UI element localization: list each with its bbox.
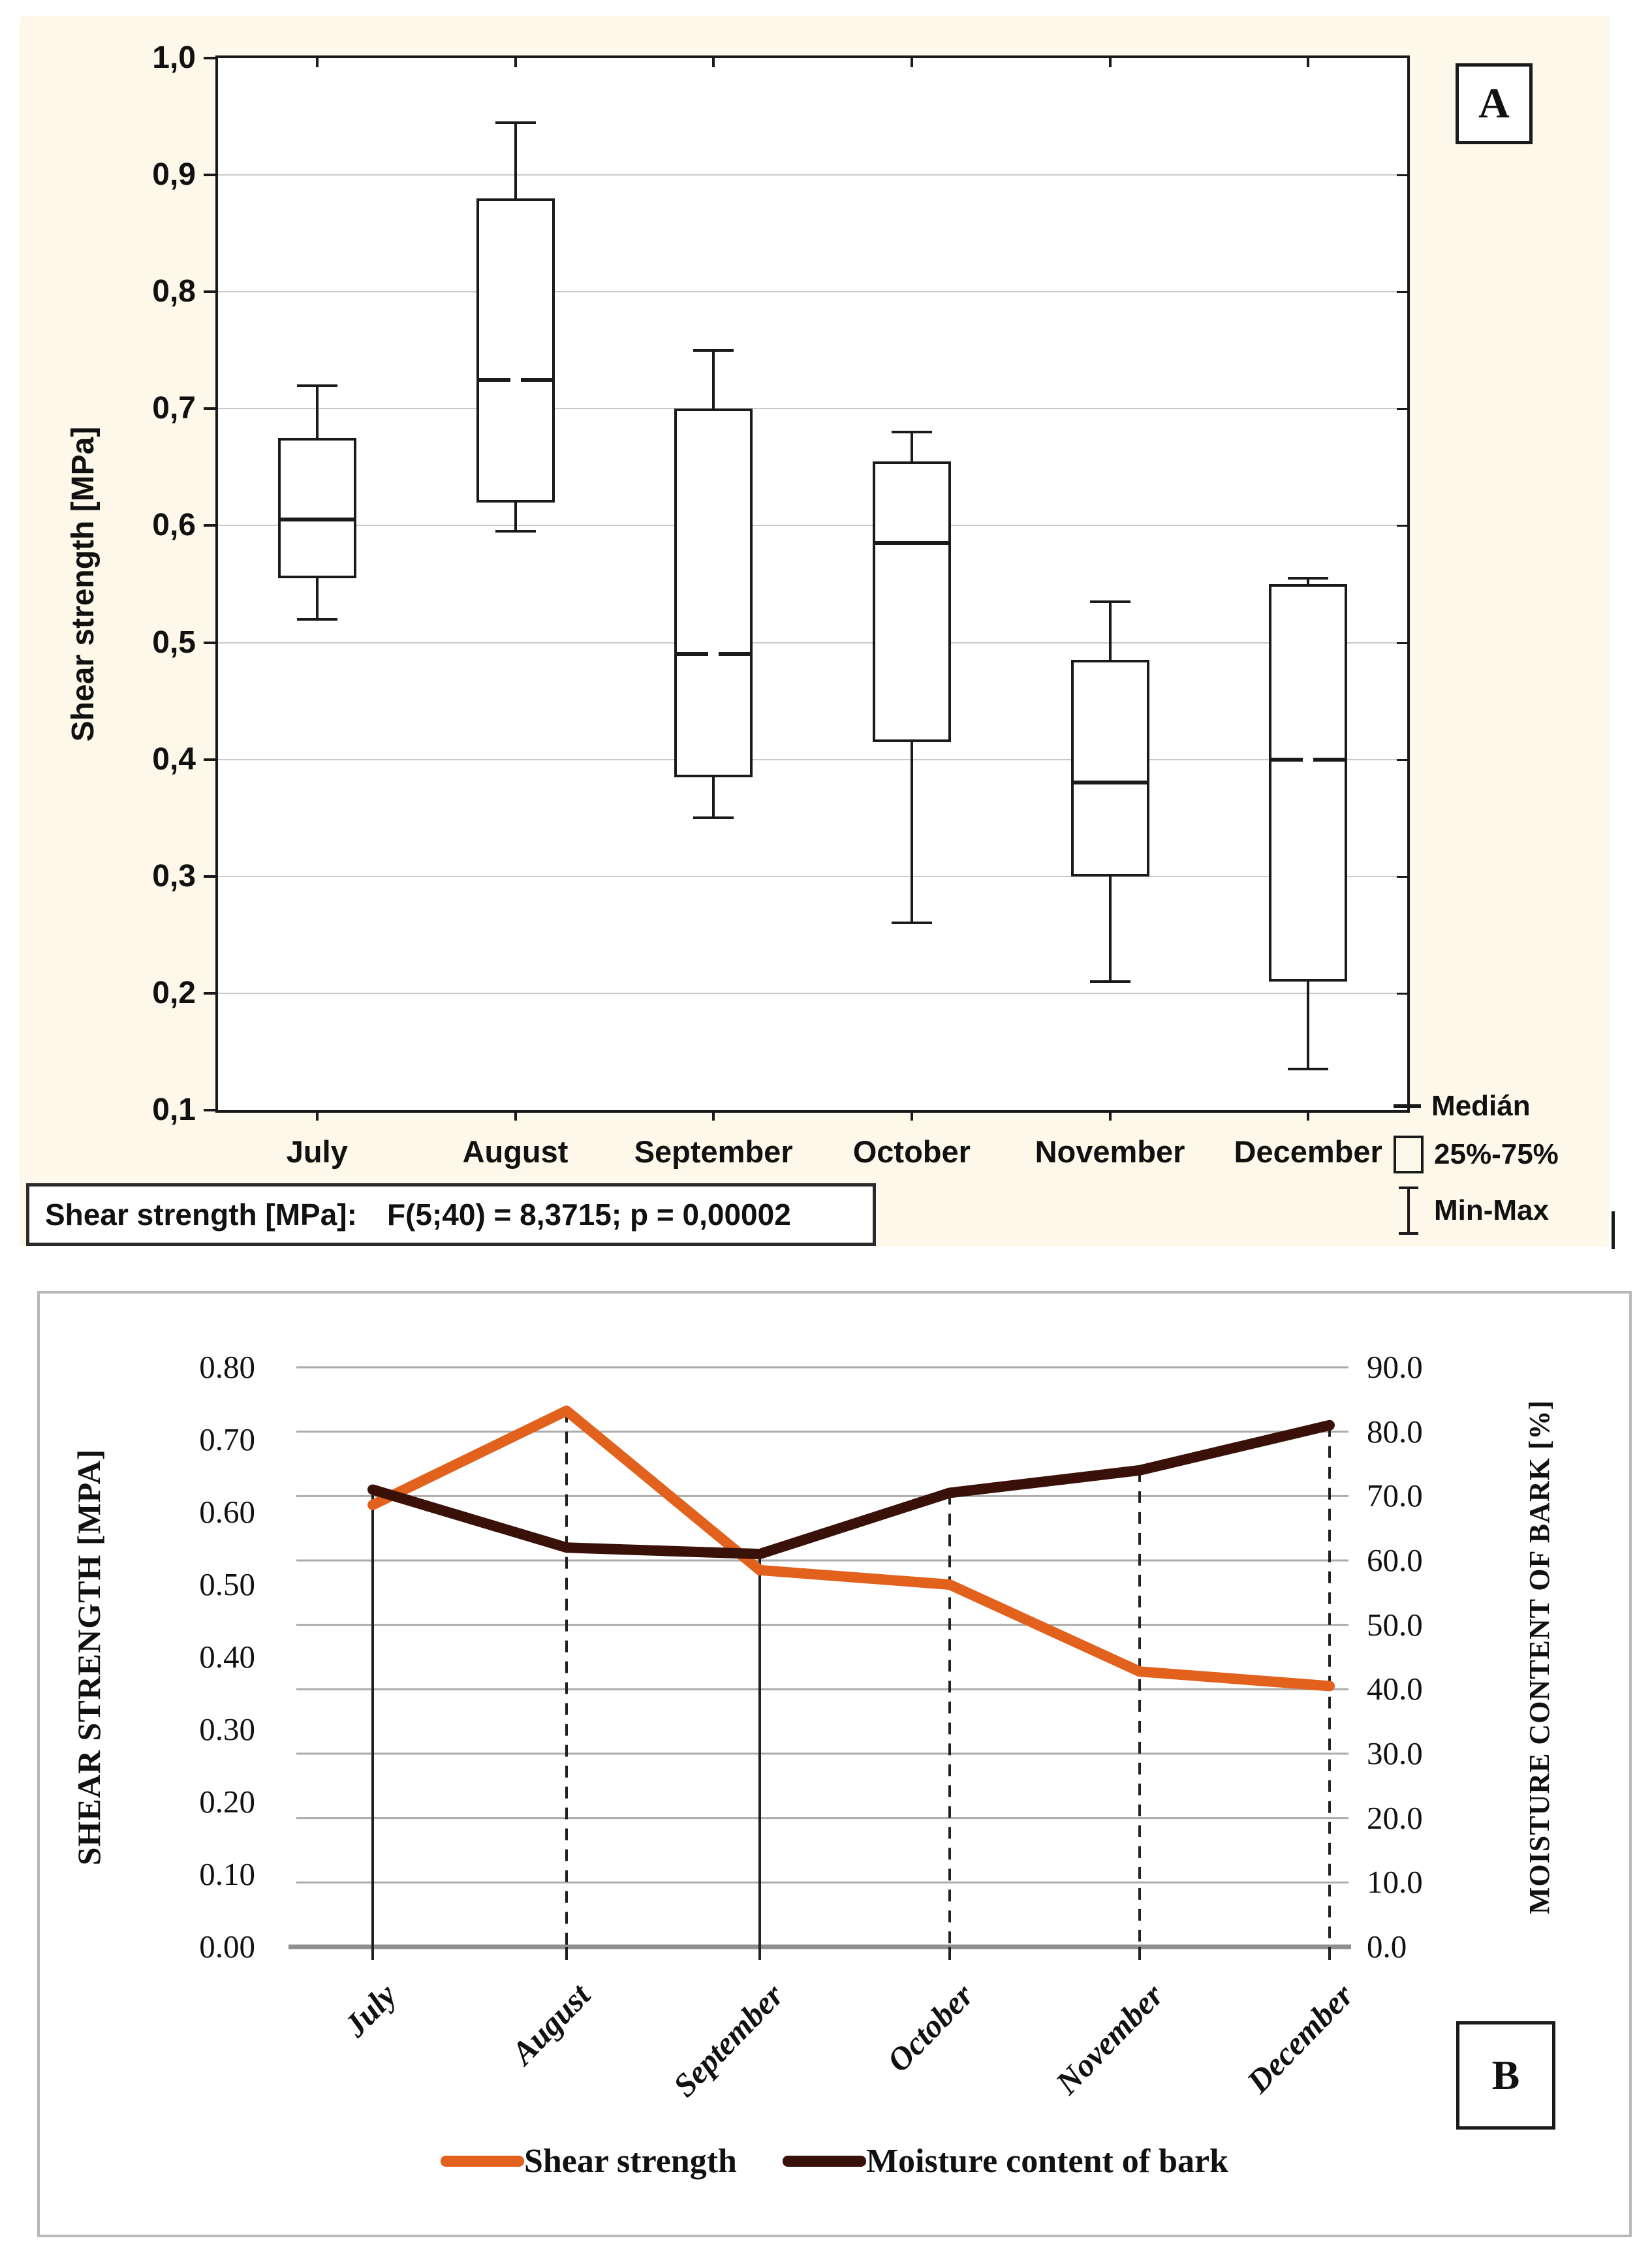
gridline — [218, 642, 1407, 644]
median-line — [1271, 758, 1345, 762]
y-axis-tick-right — [1397, 408, 1407, 410]
quartile-box-icon — [1394, 1136, 1424, 1173]
y-axis-tick-left — [204, 875, 217, 878]
boxplot-y-axis-title: Shear strength [MPa] — [66, 426, 101, 742]
median-line — [875, 541, 948, 545]
whisker-upper — [911, 432, 913, 461]
y-tick-label: 0,4 — [152, 741, 196, 777]
moisture-content-line — [373, 1425, 1330, 1554]
quartile-box — [1071, 660, 1149, 876]
quartile-box — [674, 409, 753, 777]
x-axis-tick-bottom — [514, 1110, 517, 1121]
whisker-cap-max — [495, 121, 536, 124]
right-y-axis-title: MOISTURE CONTENT OF BARK [%] — [1523, 1399, 1555, 1915]
whisker-upper — [1109, 602, 1112, 660]
left-y-tick-label: 0.40 — [199, 1639, 255, 1675]
whisker-lower — [1307, 982, 1309, 1069]
moisture-line-icon — [783, 2156, 866, 2167]
anova-stats-caption — [26, 1183, 876, 1246]
gridline — [218, 993, 1407, 994]
x-tick-label-month: December — [1234, 1134, 1382, 1169]
minmax-whisker-icon — [1394, 1187, 1424, 1235]
x-axis-tick-bottom — [316, 1110, 319, 1121]
whisker-cap-max — [892, 431, 932, 433]
right-y-tick-label: 50.0 — [1367, 1606, 1423, 1643]
y-tick-label: 0,6 — [152, 508, 196, 543]
y-axis-tick-right — [1397, 876, 1407, 878]
y-axis-tick-left — [204, 642, 217, 644]
whisker-cap-max — [693, 349, 734, 352]
whisker-cap-min — [892, 922, 932, 924]
y-axis-tick-left — [204, 524, 217, 527]
y-axis-tick-right — [1397, 174, 1407, 176]
right-y-tick-label: 40.0 — [1367, 1671, 1423, 1707]
quartile-box — [873, 461, 951, 742]
y-axis-tick-left — [204, 174, 217, 176]
left-y-axis-title: SHEAR STRENGTH [MPA] — [70, 1448, 107, 1866]
left-y-tick-label: 0.60 — [199, 1494, 255, 1530]
legend-item-moisture — [783, 2142, 1228, 2180]
gridline — [218, 408, 1407, 409]
x-tick-label-month: August — [462, 1134, 569, 1169]
x-axis-tick-bottom — [712, 1110, 715, 1121]
panel-b-badge: B — [1456, 2021, 1555, 2130]
x-axis-tick-bottom — [911, 1110, 913, 1121]
left-y-tick-label: 0.20 — [199, 1784, 255, 1820]
right-y-tick-label: 0.0 — [1367, 1929, 1407, 1964]
x-tick-label-month: November — [1048, 1976, 1171, 2102]
left-y-tick-label: 0.50 — [199, 1566, 255, 1602]
gridline — [218, 759, 1407, 760]
right-y-tick-label: 30.0 — [1367, 1735, 1423, 1771]
line-chart-legend — [40, 2142, 1629, 2180]
y-tick-label: 0,5 — [152, 625, 196, 660]
median-line — [677, 652, 750, 656]
x-tick-label-month: July — [286, 1134, 348, 1169]
legend-label-median: Medián — [1431, 1090, 1531, 1122]
boxplot-plot-area — [215, 55, 1410, 1113]
stray-tick-mark — [1612, 1211, 1615, 1249]
left-y-tick-label: 0.70 — [199, 1421, 255, 1457]
median-line — [479, 378, 552, 382]
whisker-cap-min — [1288, 1068, 1328, 1070]
y-axis-tick-right — [1397, 291, 1407, 293]
shear-line-icon — [441, 2156, 524, 2167]
whisker-cap-min — [495, 530, 536, 533]
whisker-cap-min — [297, 618, 337, 621]
y-axis-tick-left — [204, 407, 217, 410]
right-y-tick-label: 60.0 — [1367, 1542, 1423, 1578]
gridline — [218, 291, 1407, 292]
legend-item-median — [1394, 1090, 1559, 1123]
y-axis-tick-left — [204, 992, 217, 995]
y-axis-tick-left — [204, 57, 217, 59]
right-y-tick-label: 70.0 — [1367, 1478, 1423, 1514]
left-y-tick-label: 0.80 — [199, 1349, 255, 1385]
whisker-lower — [911, 742, 913, 923]
median-line-icon — [1394, 1104, 1421, 1108]
whisker-lower — [1109, 876, 1112, 982]
boxplot-legend — [1394, 1090, 1559, 1235]
boxplot-august — [476, 58, 555, 1110]
boxplot-december — [1269, 58, 1347, 1110]
caption-variable-label: Shear strength [MPa]: — [45, 1198, 357, 1232]
panel-a-boxplot — [20, 16, 1610, 1247]
x-tick-label-month: October — [852, 1134, 971, 1169]
legend-label-shear: Shear strength — [523, 2143, 737, 2180]
y-axis-tick-left — [204, 290, 217, 293]
left-y-tick-label: 0.10 — [199, 1856, 255, 1892]
boxplot-september — [674, 58, 753, 1110]
legend-label-moisture: Moisture content of bark — [865, 2143, 1229, 2180]
y-tick-label: 0,9 — [152, 157, 196, 193]
whisker-cap-min — [693, 816, 734, 819]
whisker-lower — [712, 777, 715, 818]
whisker-upper — [316, 386, 319, 439]
x-tick-label-month: July — [336, 1976, 404, 2044]
right-y-tick-label: 90.0 — [1367, 1349, 1423, 1385]
boxplot-november — [1071, 58, 1149, 1110]
whisker-lower — [514, 503, 517, 532]
x-tick-label-month: November — [1035, 1134, 1185, 1169]
whisker-cap-max — [297, 384, 337, 387]
caption-f-p-values: F(5;40) = 8,3715; p = 0,00002 — [386, 1198, 791, 1232]
quartile-box — [476, 198, 555, 503]
gridline — [218, 876, 1407, 877]
y-tick-label: 0,8 — [152, 274, 196, 309]
y-axis-tick-left — [204, 758, 217, 761]
whisker-upper — [712, 350, 715, 409]
quartile-box — [278, 438, 356, 578]
whisker-cap-max — [1288, 577, 1328, 580]
left-y-tick-label: 0.00 — [199, 1929, 255, 1964]
legend-label-quartiles: 25%-75% — [1434, 1138, 1559, 1170]
x-tick-label-month: September — [666, 1976, 791, 2104]
gridline — [218, 174, 1407, 176]
legend-item-shear — [441, 2142, 737, 2180]
y-axis-tick-right — [1397, 642, 1407, 644]
x-axis-tick-bottom — [1109, 1110, 1112, 1121]
panel-b-line-chart — [37, 1291, 1632, 2237]
x-tick-label-month: December — [1239, 1976, 1361, 2100]
median-line — [281, 518, 354, 521]
whisker-cap-min — [1090, 980, 1130, 983]
y-axis-tick-right — [1397, 993, 1407, 995]
right-y-tick-label: 20.0 — [1367, 1799, 1423, 1836]
y-tick-label: 0,1 — [152, 1093, 196, 1127]
y-tick-label: 1,0 — [152, 40, 196, 75]
panel-a-badge: A — [1456, 63, 1533, 144]
right-y-tick-label: 80.0 — [1367, 1413, 1423, 1450]
x-tick-label-month: October — [879, 1976, 981, 2079]
gridline — [218, 525, 1407, 526]
y-axis-tick-right — [1397, 759, 1407, 761]
x-axis-tick-bottom — [1307, 1110, 1309, 1121]
whisker-lower — [316, 578, 319, 619]
quartile-box — [1269, 584, 1347, 982]
left-y-tick-label: 0.30 — [199, 1711, 255, 1747]
shear-strength-line — [373, 1411, 1330, 1686]
right-y-tick-label: 10.0 — [1367, 1864, 1423, 1900]
y-axis-tick-left — [204, 1109, 217, 1111]
y-axis-tick-right — [1397, 525, 1407, 527]
boxplot-july — [278, 58, 356, 1110]
y-tick-label: 0,2 — [152, 975, 196, 1010]
boxplot-october — [873, 58, 951, 1110]
median-line — [1074, 781, 1147, 784]
legend-item-quartiles — [1394, 1136, 1559, 1173]
x-tick-label-month: September — [634, 1134, 793, 1169]
whisker-upper — [514, 123, 517, 198]
y-tick-label: 0,3 — [152, 858, 196, 893]
legend-label-minmax: Min-Max — [1434, 1194, 1549, 1226]
x-tick-label-month: August — [504, 1976, 598, 2071]
whisker-cap-max — [1090, 600, 1130, 603]
y-tick-label: 0,7 — [152, 391, 196, 426]
legend-item-minmax — [1394, 1187, 1559, 1235]
